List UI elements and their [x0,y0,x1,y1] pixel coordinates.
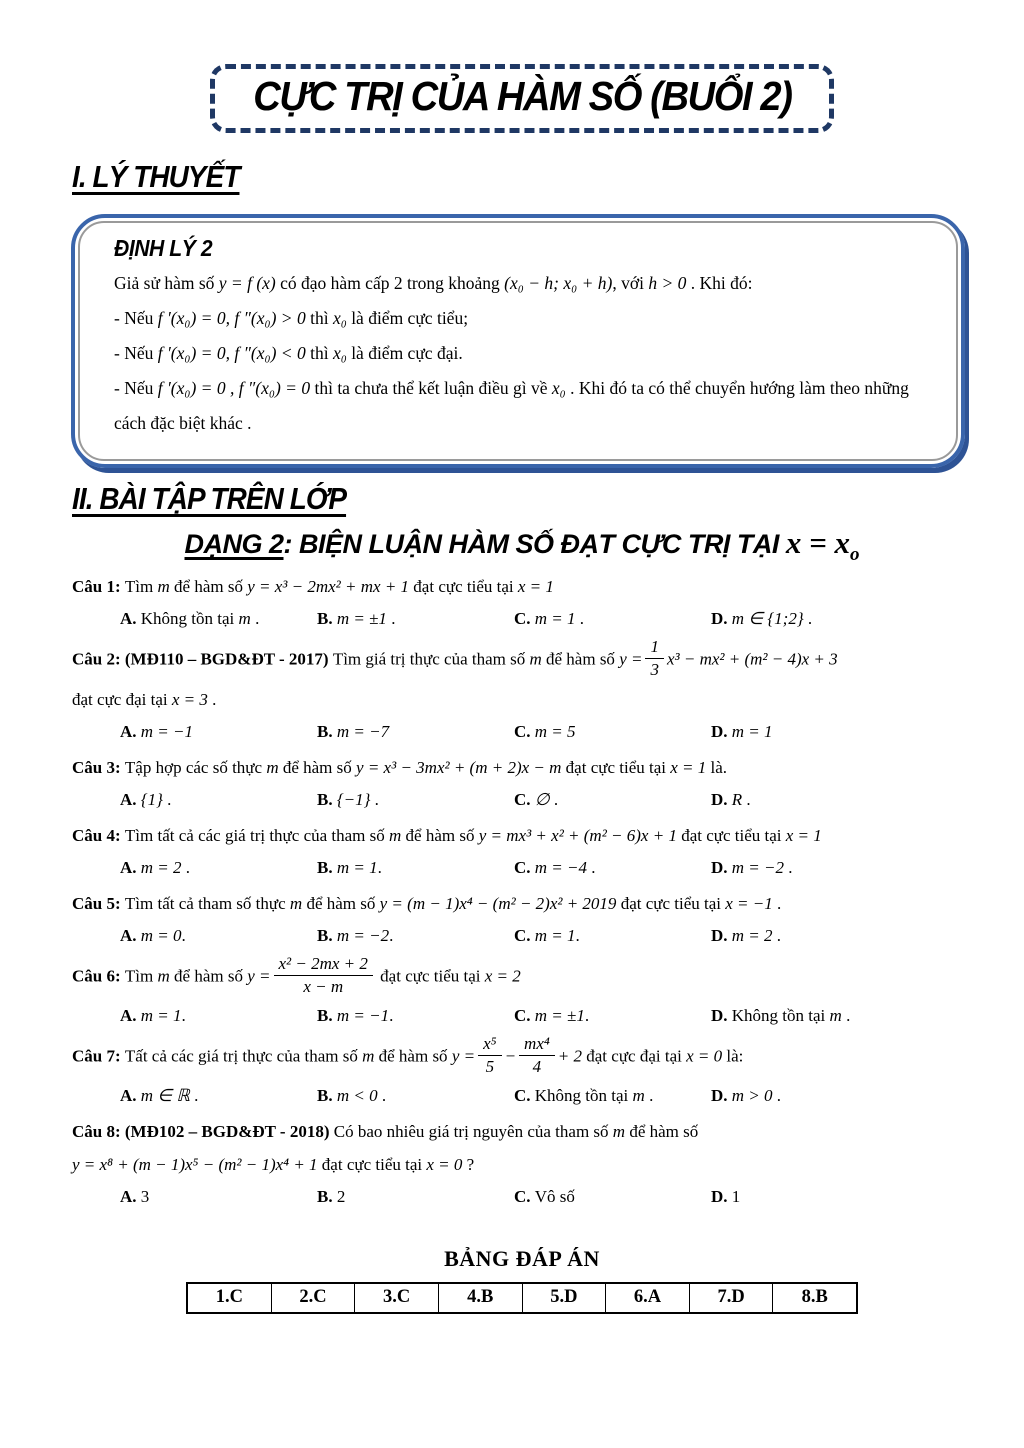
option-B: B. m = −2. [317,926,394,946]
option-C: C. ∅ . [514,790,559,810]
question-label: Câu 8: (MĐ102 – BGD&ĐT - 2018) [72,1122,334,1142]
option-key: D. [711,858,732,878]
questions [72,570,972,1212]
dang2-math: $x = x_o$ [785,525,860,566]
option-key: D. [711,1086,732,1106]
question-stem: Câu 4: Tìm tất cả các giá trị thực của tham số m để hàm số y = mx³ + x² + (m² − 6)x + 1 đạt cực tiểu tại x = 1 [72,826,822,846]
theorem-heading: ĐỊNH LÝ 2 [114,235,213,261]
option-key: A. [120,722,141,742]
option-key: C. [514,1187,535,1207]
question-options [120,852,972,883]
dang2-heading [72,525,972,566]
option-key: B. [317,1187,337,1207]
question-label: Câu 5: [72,894,125,914]
option-key: B. [317,858,337,878]
option-D: D. m ∈ {1;2} . [711,609,813,629]
option-key: A. [120,1006,141,1026]
question-label: Câu 4: [72,826,125,846]
answer-table-title: BẢNG ĐÁP ÁN [444,1246,600,1272]
fraction: $\frac{\text{x⁵}}{5}$ [478,1033,501,1078]
dang2-text: : BIỆN LUẬN HÀM SỐ ĐẠT CỰC TRỊ TẠI [283,529,786,559]
option-A: A. Không tồn tại m . [120,609,260,629]
option-key: D. [711,790,732,810]
option-key: C. [514,858,535,878]
option-C: C. m = ±1. [514,1006,590,1026]
question-6 [72,955,972,1031]
option-key: B. [317,790,337,810]
section-heading-exercises: II. BÀI TẬP TRÊN LỚP [72,481,347,516]
option-D: D. m = −2 . [711,858,793,878]
question-4 [72,819,972,883]
question-5 [72,887,972,951]
question-options [120,1181,972,1212]
page-title: CỰC TRỊ CỦA HÀM SỐ (BUỔI 2) [252,73,792,119]
answer-cell: 4.B [438,1284,522,1312]
question-stem: Câu 5: Tìm tất cả tham số thực m để hàm số y = (m − 1)x⁴ − (m² − 2)x² + 2019 đạt cực tiểu tại x = −1 . [72,894,782,914]
answer-cell: 2.C [271,1284,355,1312]
option-A: A. {1} . [120,790,172,810]
option-key: A. [120,790,141,810]
option-D: D. m = 2 . [711,926,782,946]
option-key: A. [120,926,141,946]
option-key: C. [514,1086,535,1106]
option-key: C. [514,790,535,810]
question-stem-line2: đạt cực đại tại x = 3 . [72,690,217,710]
fraction: $\frac{1}{3}$ [645,636,664,681]
question-options [120,1080,972,1111]
option-key: D. [711,609,732,629]
answer-cell: 3.C [354,1284,438,1312]
option-C: C. m = −4 . [514,858,596,878]
option-D: D. 1 [711,1187,741,1207]
option-C: C. Vô số [514,1187,575,1207]
question-3 [72,751,972,815]
option-B: B. m = −1. [317,1006,394,1026]
title-box [210,64,835,133]
question-options [120,1000,972,1031]
option-key: B. [317,1006,337,1026]
option-B: B. m = 1. [317,858,382,878]
question-label: Câu 2: (MĐ110 – BGD&ĐT - 2017) [72,649,333,669]
option-C: C. m = 1 . [514,609,585,629]
theorem-line: - Nếu f ′(x₀) = 0, f ″(x₀) > 0 thì x₀ là điểm cực tiểu; [114,308,469,328]
answer-table [186,1282,858,1314]
question-8 [72,1115,972,1212]
question-options [120,603,972,634]
option-B: B. m < 0 . [317,1086,387,1106]
option-B: B. m = −7 [317,722,390,742]
answer-cell: 7.D [689,1284,773,1312]
option-A: A. 3 [120,1187,150,1207]
option-key: A. [120,858,141,878]
question-7 [72,1035,972,1111]
dang2-label: DẠNG 2 [184,529,284,559]
option-key: A. [120,609,141,629]
option-key: D. [711,926,732,946]
option-key: B. [317,1086,337,1106]
option-B: B. {−1} . [317,790,379,810]
section-heading-theory: I. LÝ THUYẾT [72,159,240,194]
option-key: C. [514,722,535,742]
option-A: A. m ∈ ℝ . [120,1086,199,1106]
option-key: D. [711,1006,732,1026]
question-stem: Câu 8: (MĐ102 – BGD&ĐT - 2018) Có bao nhiêu giá trị nguyên của tham số m để hàm số [72,1122,699,1142]
question-1 [72,570,972,634]
question-label: Câu 3: [72,758,125,778]
option-C: C. Không tồn tại m . [514,1086,654,1106]
option-B: B. 2 [317,1187,346,1207]
question-stem: Câu 6: Tìm m để hàm số y = $\frac{\text{x² − 2mx + 2}}{x - m}$ đạt cực tiểu tại x = 2 [72,954,521,997]
option-D: D. Không tồn tại m . [711,1006,851,1026]
option-C: C. m = 5 [514,722,576,742]
option-key: D. [711,722,732,742]
answer-cell: 5.D [522,1284,606,1312]
question-stem: Câu 2: (MĐ110 – BGD&ĐT - 2017) Tìm giá trị thực của tham số m để hàm số y = $\frac{1}{3}$ x³ − mx² + (m² − 4)x + 3 [72,637,838,680]
question-label: Câu 1: [72,577,125,597]
question-stem: Câu 1: Tìm m để hàm số y = x³ − 2mx² + mx + 1 đạt cực tiểu tại x = 1 [72,577,554,597]
answer-cell: 8.B [772,1284,856,1312]
option-A: A. m = 1. [120,1006,186,1026]
option-key: C. [514,1006,535,1026]
question-options [120,784,972,815]
option-key: D. [711,1187,732,1207]
option-key: B. [317,926,337,946]
option-D: D. m > 0 . [711,1086,782,1106]
answer-cell: 1.C [215,1287,243,1308]
option-key: B. [317,609,337,629]
question-stem: Câu 7: Tất cả các giá trị thực của tham số m để hàm số y = $\frac{\text{x⁵}}{5}$ − $\frac{\text{mx⁴}}{4}$ + 2 đạt cực đại tại x = 0 là: [72,1034,744,1077]
theorem-line: - Nếu f ′(x₀) = 0, f ″(x₀) < 0 thì x₀ là điểm cực đại. [114,343,463,363]
option-B: B. m = ±1 . [317,609,396,629]
answer-cell: 6.A [605,1284,689,1312]
question-options [120,716,972,747]
option-A: A. m = 0. [120,926,186,946]
option-A: A. m = 2 . [120,858,191,878]
question-2 [72,638,972,747]
question-label: Câu 7: [72,1046,125,1066]
question-stem-line2: y = x⁸ + (m − 1)x⁵ − (m² − 1)x⁴ + 1 đạt cực tiểu tại x = 0 ? [72,1155,475,1175]
option-key: C. [514,926,535,946]
theorem-line: Giả sử hàm số y = f (x) có đạo hàm cấp 2 trong khoảng (x₀ − h; x₀ + h), với h > 0 . Khi đó: [114,273,753,293]
question-label: Câu 6: [72,966,125,986]
question-stem: Câu 3: Tập hợp các số thực m để hàm số y = x³ − 3mx² + (m + 2)x − m đạt cực tiểu tại x = 1 là. [72,758,728,778]
option-key: C. [514,609,535,629]
option-A: A. m = −1 [120,722,194,742]
fraction: $\frac{\text{x² − 2mx + 2}}{x - m}$ [274,953,373,998]
option-key: A. [120,1086,141,1106]
theorem-line: - Nếu f ′(x₀) = 0 , f ″(x₀) = 0 thì ta chưa thể kết luận điều gì về x₀ . Khi đó ta có thể chuyển hướng làm theo những cách đặc biệt khác . [114,378,909,433]
option-C: C. m = 1. [514,926,580,946]
option-key: A. [120,1187,141,1207]
question-options [120,920,972,951]
option-D: D. m = 1 [711,722,773,742]
answer-section [72,1246,972,1314]
theorem-box [78,221,958,461]
option-key: B. [317,722,337,742]
option-D: D. R . [711,790,751,810]
fraction: $\frac{\text{mx⁴}}{4}$ [519,1033,555,1078]
